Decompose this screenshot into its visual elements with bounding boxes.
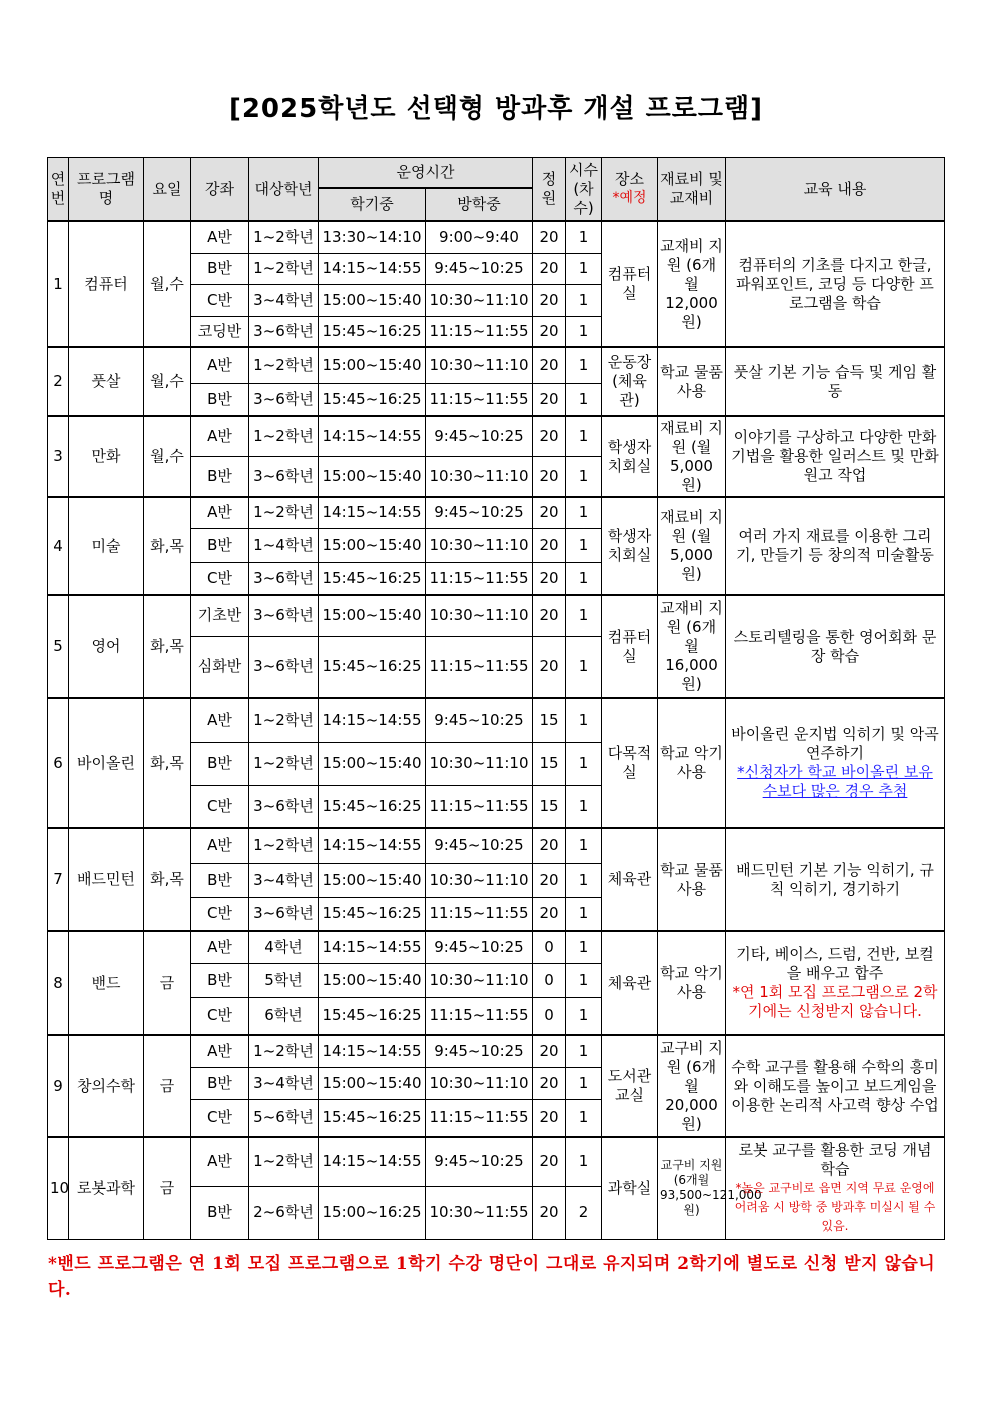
periods: 1	[566, 897, 602, 931]
program-name: 풋살	[69, 347, 144, 416]
program-content	[726, 416, 945, 497]
program-group	[48, 347, 945, 416]
target-grade: 3~6학년	[249, 383, 319, 416]
program-fee: 학교 물품 사용	[658, 828, 726, 931]
semester-time: 15:45~16:25	[319, 785, 426, 828]
header-time: 운영시간	[319, 158, 533, 189]
target-grade: 1~2학년	[249, 497, 319, 528]
capacity: 20	[533, 863, 566, 897]
semester-time: 15:00~15:40	[319, 863, 426, 897]
content-text: 여러 가지 재료를 이용한 그리기, 만들기 등 창의적 미술활동	[736, 527, 934, 564]
target-grade: 3~6학년	[249, 785, 319, 828]
program-place: 다목적실	[602, 698, 658, 828]
capacity: 20	[533, 221, 566, 253]
program-place: 학생자치회실	[602, 497, 658, 595]
class-name: A반	[191, 416, 249, 456]
program-day: 월,수	[144, 416, 191, 497]
semester-time: 15:45~16:25	[319, 383, 426, 416]
semester-time: 14:15~14:55	[319, 1137, 426, 1186]
program-group	[48, 221, 945, 347]
target-grade: 4학년	[249, 931, 319, 963]
program-place: 운동장 (체육관)	[602, 347, 658, 416]
program-day: 금	[144, 931, 191, 1035]
target-grade: 5~6학년	[249, 1099, 319, 1137]
semester-time: 15:00~15:40	[319, 347, 426, 383]
program-day: 월,수	[144, 347, 191, 416]
vacation-time: 9:45~10:25	[426, 497, 533, 528]
periods: 1	[566, 1035, 602, 1067]
class-name: B반	[191, 383, 249, 416]
semester-time: 15:00~15:40	[319, 595, 426, 636]
class-name: A반	[191, 347, 249, 383]
program-no: 5	[48, 595, 69, 698]
program-day: 화,목	[144, 595, 191, 698]
program-place: 과학실	[602, 1137, 658, 1239]
target-grade: 1~2학년	[249, 347, 319, 383]
program-place: 컴퓨터실	[602, 221, 658, 347]
vacation-time: 10:30~11:10	[426, 528, 533, 562]
class-name: B반	[191, 528, 249, 562]
header-program: 프로그램명	[69, 158, 144, 222]
target-grade: 1~2학년	[249, 698, 319, 742]
program-fee: 학교 물품 사용	[658, 347, 726, 416]
table-row	[48, 347, 945, 383]
program-day: 화,목	[144, 698, 191, 828]
header-no: 연번	[48, 158, 69, 222]
vacation-time: 11:15~11:55	[426, 785, 533, 828]
program-name: 로봇과학	[69, 1137, 144, 1239]
header-class: 강좌	[191, 158, 249, 222]
target-grade: 1~2학년	[249, 253, 319, 284]
table-row	[48, 931, 945, 963]
content-text: 로봇 교구를 활용한 코딩 개념 학습	[738, 1140, 932, 1178]
vacation-time: 9:45~10:25	[426, 416, 533, 456]
periods: 1	[566, 347, 602, 383]
target-grade: 6학년	[249, 997, 319, 1035]
program-fee: 재료비 지원 (월 5,000원)	[658, 416, 726, 497]
capacity: 20	[533, 1186, 566, 1239]
program-place: 학생자치회실	[602, 416, 658, 497]
periods: 1	[566, 828, 602, 863]
capacity: 0	[533, 997, 566, 1035]
program-no: 7	[48, 828, 69, 931]
semester-time: 15:00~15:40	[319, 528, 426, 562]
periods: 1	[566, 1067, 602, 1099]
program-group	[48, 416, 945, 497]
program-content	[726, 221, 945, 347]
program-no: 4	[48, 497, 69, 595]
header-periods: 시수(차수)	[566, 158, 602, 222]
class-name: B반	[191, 1186, 249, 1239]
capacity: 20	[533, 316, 566, 347]
vacation-time: 9:45~10:25	[426, 1137, 533, 1186]
periods: 1	[566, 997, 602, 1035]
periods: 1	[566, 1099, 602, 1137]
class-name: C반	[191, 562, 249, 595]
content-text: 기타, 베이스, 드럼, 건반, 보컬을 배우고 합주	[736, 945, 934, 982]
semester-time: 15:45~16:25	[319, 636, 426, 698]
target-grade: 3~6학년	[249, 456, 319, 497]
capacity: 20	[533, 528, 566, 562]
class-name: B반	[191, 456, 249, 497]
capacity: 15	[533, 698, 566, 742]
bottom-note: *밴드 프로그램은 연 1회 모집 프로그램으로 1학기 수강 명단이 그대로 유지되며 2학기에 별도로 신청 받지 않습니다.	[48, 1254, 936, 1300]
vacation-time: 11:15~11:55	[426, 383, 533, 416]
semester-time: 15:00~16:25	[319, 1186, 426, 1239]
vacation-time: 11:15~11:55	[426, 636, 533, 698]
class-name: B반	[191, 863, 249, 897]
target-grade: 1~2학년	[249, 828, 319, 863]
program-day: 화,목	[144, 497, 191, 595]
program-table	[47, 157, 945, 1240]
vacation-time: 9:00~9:40	[426, 221, 533, 253]
header-place-note: *예정	[612, 190, 647, 206]
program-content	[726, 1035, 945, 1137]
periods: 1	[566, 562, 602, 595]
vacation-time: 9:45~10:25	[426, 828, 533, 863]
periods: 1	[566, 284, 602, 316]
program-fee: 교구비 지원 (6개월 20,000원)	[658, 1035, 726, 1137]
vacation-time: 10:30~11:10	[426, 963, 533, 997]
table-row	[48, 595, 945, 636]
target-grade: 1~2학년	[249, 221, 319, 253]
class-name: C반	[191, 897, 249, 931]
program-place: 컴퓨터실	[602, 595, 658, 698]
program-name: 창의수학	[69, 1035, 144, 1137]
vacation-time: 11:15~11:55	[426, 1099, 533, 1137]
periods: 1	[566, 497, 602, 528]
class-name: B반	[191, 963, 249, 997]
class-name: C반	[191, 284, 249, 316]
program-no: 6	[48, 698, 69, 828]
capacity: 20	[533, 347, 566, 383]
semester-time: 14:15~14:55	[319, 1035, 426, 1067]
content-text: 바이올린 운지법 익히기 및 악곡 연주하기	[731, 725, 939, 762]
periods: 1	[566, 931, 602, 963]
table-row	[48, 698, 945, 742]
program-content	[726, 931, 945, 1035]
periods: 1	[566, 528, 602, 562]
class-name: 심화반	[191, 636, 249, 698]
capacity: 20	[533, 636, 566, 698]
vacation-time: 9:45~10:25	[426, 253, 533, 284]
program-group	[48, 1137, 945, 1239]
semester-time: 15:45~16:25	[319, 1099, 426, 1137]
program-day: 화,목	[144, 828, 191, 931]
capacity: 15	[533, 785, 566, 828]
capacity: 20	[533, 416, 566, 456]
program-fee: 교재비 지원 (6개월 16,000원)	[658, 595, 726, 698]
header-target: 대상학년	[249, 158, 319, 222]
program-no: 3	[48, 416, 69, 497]
table-row	[48, 1137, 945, 1186]
program-fee: 교재비 지원 (6개월 12,000원)	[658, 221, 726, 347]
vacation-time: 11:15~11:55	[426, 562, 533, 595]
periods: 1	[566, 316, 602, 347]
program-fee: 교구비 지원 (6개월 93,500~121,000원)	[658, 1137, 726, 1239]
class-name: A반	[191, 828, 249, 863]
periods: 1	[566, 595, 602, 636]
program-name: 밴드	[69, 931, 144, 1035]
semester-time: 15:00~15:40	[319, 742, 426, 785]
class-name: C반	[191, 785, 249, 828]
header-vacation: 방학중	[426, 188, 533, 221]
capacity: 20	[533, 383, 566, 416]
semester-time: 14:15~14:55	[319, 828, 426, 863]
target-grade: 3~4학년	[249, 1067, 319, 1099]
semester-time: 15:45~16:25	[319, 562, 426, 595]
program-content	[726, 497, 945, 595]
periods: 1	[566, 1137, 602, 1186]
target-grade: 1~2학년	[249, 1035, 319, 1067]
program-group	[48, 931, 945, 1035]
vacation-time: 10:30~11:10	[426, 284, 533, 316]
capacity: 0	[533, 931, 566, 963]
program-group	[48, 497, 945, 595]
class-name: C반	[191, 997, 249, 1035]
target-grade: 1~4학년	[249, 528, 319, 562]
program-day: 월,수	[144, 221, 191, 347]
content-note: *높은 교구비로 읍면 지역 무료 운영에 어려움 시 방학 중 방과후 미실시 될 수 있음.	[734, 1180, 936, 1233]
program-no: 10	[48, 1137, 69, 1239]
vacation-time: 11:15~11:55	[426, 316, 533, 347]
semester-time: 15:45~16:25	[319, 997, 426, 1035]
periods: 1	[566, 742, 602, 785]
capacity: 20	[533, 1035, 566, 1067]
class-name: 기초반	[191, 595, 249, 636]
capacity: 20	[533, 253, 566, 284]
class-name: A반	[191, 931, 249, 963]
program-place: 체육관	[602, 828, 658, 931]
program-fee: 학교 악기 사용	[658, 698, 726, 828]
table-row	[48, 828, 945, 863]
capacity: 0	[533, 963, 566, 997]
periods: 2	[566, 1186, 602, 1239]
vacation-time: 9:45~10:25	[426, 698, 533, 742]
target-grade: 5학년	[249, 963, 319, 997]
header-semester: 학기중	[319, 188, 426, 221]
program-content	[726, 1137, 945, 1239]
program-name: 바이올린	[69, 698, 144, 828]
vacation-time: 10:30~11:10	[426, 595, 533, 636]
target-grade: 2~6학년	[249, 1186, 319, 1239]
program-group	[48, 595, 945, 698]
capacity: 20	[533, 1137, 566, 1186]
program-content	[726, 595, 945, 698]
semester-time: 15:00~15:40	[319, 1067, 426, 1099]
program-fee: 재료비 지원 (월 5,000원)	[658, 497, 726, 595]
header-day: 요일	[144, 158, 191, 222]
periods: 1	[566, 863, 602, 897]
content-text: 컴퓨터의 기초를 다지고 한글, 파워포인트, 코딩 등 다양한 프로그램을 학습	[736, 255, 934, 312]
header-content: 교육 내용	[726, 158, 945, 222]
content-text: 배드민턴 기본 기능 익히기, 규칙 익히기, 경기하기	[736, 860, 934, 898]
content-text: 수학 교구를 활용해 수학의 흥미와 이해도를 높이고 보드게임을 이용한 논리적 사고력 향상 수업	[731, 1057, 939, 1114]
content-text: 풋살 기본 기능 습득 및 게임 활동	[733, 362, 937, 400]
program-day: 금	[144, 1035, 191, 1137]
program-fee: 학교 악기 사용	[658, 931, 726, 1035]
vacation-time: 10:30~11:10	[426, 347, 533, 383]
vacation-time: 9:45~10:25	[426, 1035, 533, 1067]
target-grade: 3~6학년	[249, 595, 319, 636]
periods: 1	[566, 636, 602, 698]
table-row	[48, 416, 945, 456]
vacation-time: 9:45~10:25	[426, 931, 533, 963]
semester-time: 14:15~14:55	[319, 931, 426, 963]
content-note: *연 1회 모집 프로그램으로 2학기에는 신청받지 않습니다.	[732, 983, 938, 1020]
periods: 1	[566, 416, 602, 456]
program-day: 금	[144, 1137, 191, 1239]
content-text: 이야기를 구상하고 다양한 만화기법을 활용한 일러스트 및 만화 원고 작업	[731, 428, 939, 484]
capacity: 20	[533, 284, 566, 316]
semester-time: 15:45~16:25	[319, 897, 426, 931]
periods: 1	[566, 383, 602, 416]
program-content	[726, 828, 945, 931]
class-name: A반	[191, 497, 249, 528]
program-name: 영어	[69, 595, 144, 698]
header-place-label: 장소	[615, 170, 644, 188]
periods: 1	[566, 456, 602, 497]
content-text: 스토리텔링을 통한 영어회화 문장 학습	[733, 627, 937, 665]
target-grade: 3~6학년	[249, 562, 319, 595]
semester-time: 15:45~16:25	[319, 316, 426, 347]
semester-time: 13:30~14:10	[319, 221, 426, 253]
class-name: A반	[191, 698, 249, 742]
semester-time: 15:00~15:40	[319, 456, 426, 497]
capacity: 15	[533, 742, 566, 785]
program-no: 8	[48, 931, 69, 1035]
program-place: 도서관 교실	[602, 1035, 658, 1137]
semester-time: 14:15~14:55	[319, 416, 426, 456]
target-grade: 1~2학년	[249, 1137, 319, 1186]
class-name: 코딩반	[191, 316, 249, 347]
class-name: B반	[191, 1067, 249, 1099]
vacation-time: 10:30~11:10	[426, 742, 533, 785]
program-group	[48, 698, 945, 828]
program-name: 만화	[69, 416, 144, 497]
header-place	[602, 158, 658, 222]
semester-time: 15:00~15:40	[319, 284, 426, 316]
capacity: 20	[533, 562, 566, 595]
capacity: 20	[533, 828, 566, 863]
capacity: 20	[533, 1099, 566, 1137]
program-name: 컴퓨터	[69, 221, 144, 347]
program-name: 배드민턴	[69, 828, 144, 931]
target-grade: 3~6학년	[249, 897, 319, 931]
capacity: 20	[533, 897, 566, 931]
class-name: A반	[191, 1137, 249, 1186]
periods: 1	[566, 698, 602, 742]
program-content	[726, 698, 945, 828]
content-note: *신청자가 학교 바이올린 보유 수보다 많은 경우 추첨	[737, 763, 933, 800]
class-name: B반	[191, 742, 249, 785]
periods: 1	[566, 253, 602, 284]
class-name: A반	[191, 221, 249, 253]
capacity: 20	[533, 595, 566, 636]
page-title: [2025학년도 선택형 방과후 개설 프로그램]	[228, 94, 764, 124]
target-grade: 1~2학년	[249, 742, 319, 785]
periods: 1	[566, 785, 602, 828]
table-row	[48, 497, 945, 528]
program-place: 체육관	[602, 931, 658, 1035]
class-name: B반	[191, 253, 249, 284]
capacity: 20	[533, 456, 566, 497]
program-no: 1	[48, 221, 69, 347]
capacity: 20	[533, 497, 566, 528]
vacation-time: 11:15~11:55	[426, 997, 533, 1035]
target-grade: 1~2학년	[249, 416, 319, 456]
semester-time: 15:00~15:40	[319, 963, 426, 997]
semester-time: 14:15~14:55	[319, 497, 426, 528]
target-grade: 3~6학년	[249, 316, 319, 347]
class-name: C반	[191, 1099, 249, 1137]
vacation-time: 11:15~11:55	[426, 897, 533, 931]
program-no: 2	[48, 347, 69, 416]
header-fee: 재료비 및 교재비	[658, 158, 726, 222]
program-no: 9	[48, 1035, 69, 1137]
program-name: 미술	[69, 497, 144, 595]
periods: 1	[566, 963, 602, 997]
target-grade: 3~4학년	[249, 863, 319, 897]
vacation-time: 10:30~11:10	[426, 863, 533, 897]
class-name: A반	[191, 1035, 249, 1067]
program-group	[48, 1035, 945, 1137]
periods: 1	[566, 221, 602, 253]
vacation-time: 10:30~11:55	[426, 1186, 533, 1239]
program-content	[726, 347, 945, 416]
program-group	[48, 828, 945, 931]
table-row	[48, 221, 945, 253]
header-capacity: 정원	[533, 158, 566, 222]
vacation-time: 10:30~11:10	[426, 456, 533, 497]
semester-time: 14:15~14:55	[319, 253, 426, 284]
vacation-time: 10:30~11:10	[426, 1067, 533, 1099]
target-grade: 3~6학년	[249, 636, 319, 698]
capacity: 20	[533, 1067, 566, 1099]
semester-time: 14:15~14:55	[319, 698, 426, 742]
table-row	[48, 1035, 945, 1067]
target-grade: 3~4학년	[249, 284, 319, 316]
